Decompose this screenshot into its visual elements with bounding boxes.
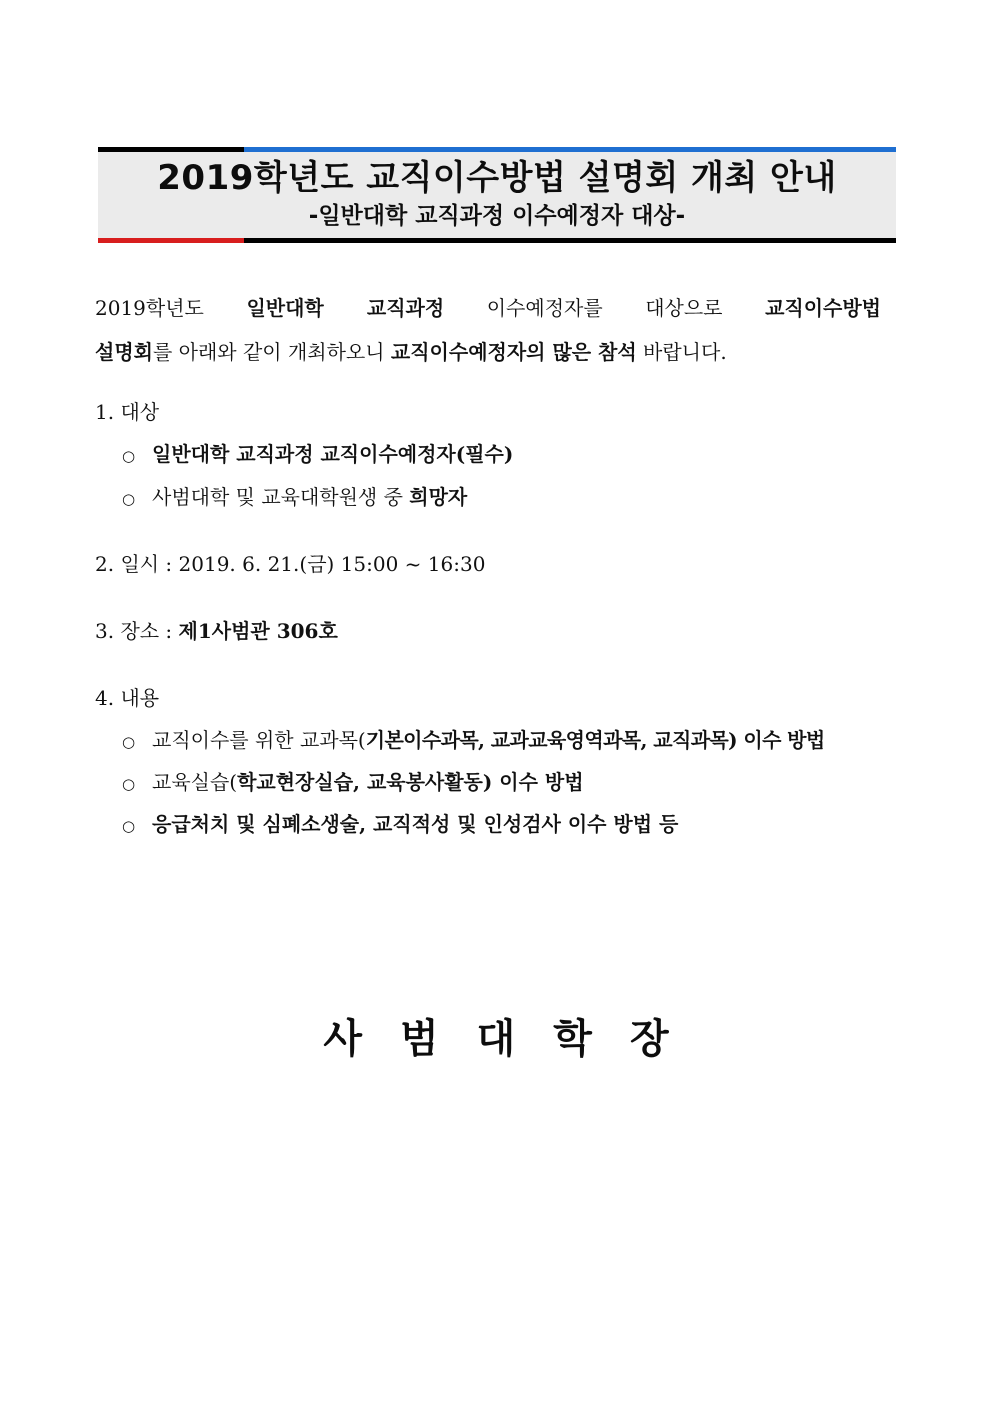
target-item-2-emphasis: 희망자 xyxy=(409,485,468,509)
content-item-2-emphasis: 학교현장실습, 교육봉사활동) 이수 방법 xyxy=(237,770,584,794)
place-label: 3. 장소 : xyxy=(95,619,179,643)
target-item-2-text: 사범대학 및 교육대학원생 중 xyxy=(152,485,410,509)
title-bottom-rule-black xyxy=(244,238,896,243)
target-item-1-text: 일반대학 교직과정 교직이수예정자(필수) xyxy=(152,442,514,466)
title-top-rule xyxy=(98,147,896,152)
section-target-heading: 1. 대상 xyxy=(95,400,160,424)
content-item-3 xyxy=(122,810,678,840)
intro-text: 바랍니다. xyxy=(636,340,727,364)
issuer-signature: 사범대학장 xyxy=(323,1016,707,1062)
bullet-circle-icon: ○ xyxy=(122,447,136,465)
intro-line-1 xyxy=(95,286,881,330)
intro-emphasis: 설명회 xyxy=(95,340,153,364)
content-item-1-text: 교직이수를 위한 교과목( xyxy=(152,728,366,752)
document-title: 2019학년도 교직이수방법 설명회 개최 안내 xyxy=(157,158,837,198)
bullet-circle-icon: ○ xyxy=(122,817,136,835)
title-bottom-rule-red xyxy=(98,238,244,243)
title-top-rule-black xyxy=(98,147,244,152)
bullet-circle-icon: ○ xyxy=(122,490,136,508)
intro-line-2 xyxy=(95,330,881,374)
content-item-1 xyxy=(122,726,825,756)
place-value: 제1사범관 306호 xyxy=(178,619,338,643)
intro-text: 를 아래와 같이 개최하오니 xyxy=(152,340,391,364)
section-place xyxy=(95,617,338,645)
intro-text: 이수예정자를 대상으로 xyxy=(444,296,766,320)
intro-emphasis: 일반대학 교직과정 xyxy=(246,296,445,320)
section-content-heading: 4. 내용 xyxy=(95,686,160,710)
intro-emphasis: 교직이수예정자의 많은 참석 xyxy=(390,340,637,364)
bullet-circle-icon: ○ xyxy=(122,775,136,793)
target-item-1 xyxy=(122,440,513,470)
intro-text: 2019학년도 xyxy=(95,296,247,320)
content-item-1-emphasis: 기본이수과목, 교과교육영역과목, 교직과목) 이수 방법 xyxy=(365,728,825,752)
intro-paragraph xyxy=(95,286,881,374)
content-item-2-text: 교육실습( xyxy=(152,770,238,794)
document-subtitle: -일반대학 교직과정 이수예정자 대상- xyxy=(308,203,686,229)
title-bottom-rule xyxy=(98,238,896,243)
content-item-2 xyxy=(122,768,584,798)
content-item-3-text: 응급처치 및 심폐소생술, 교직적성 및 인성검사 이수 방법 등 xyxy=(152,812,679,836)
target-item-2 xyxy=(122,483,467,513)
title-box xyxy=(98,147,896,243)
bullet-circle-icon: ○ xyxy=(122,733,136,751)
intro-emphasis: 교직이수방법 xyxy=(765,296,881,320)
title-top-rule-blue xyxy=(244,147,896,152)
section-date: 2. 일시 : 2019. 6. 21.(금) 15:00 ~ 16:30 xyxy=(95,552,486,576)
